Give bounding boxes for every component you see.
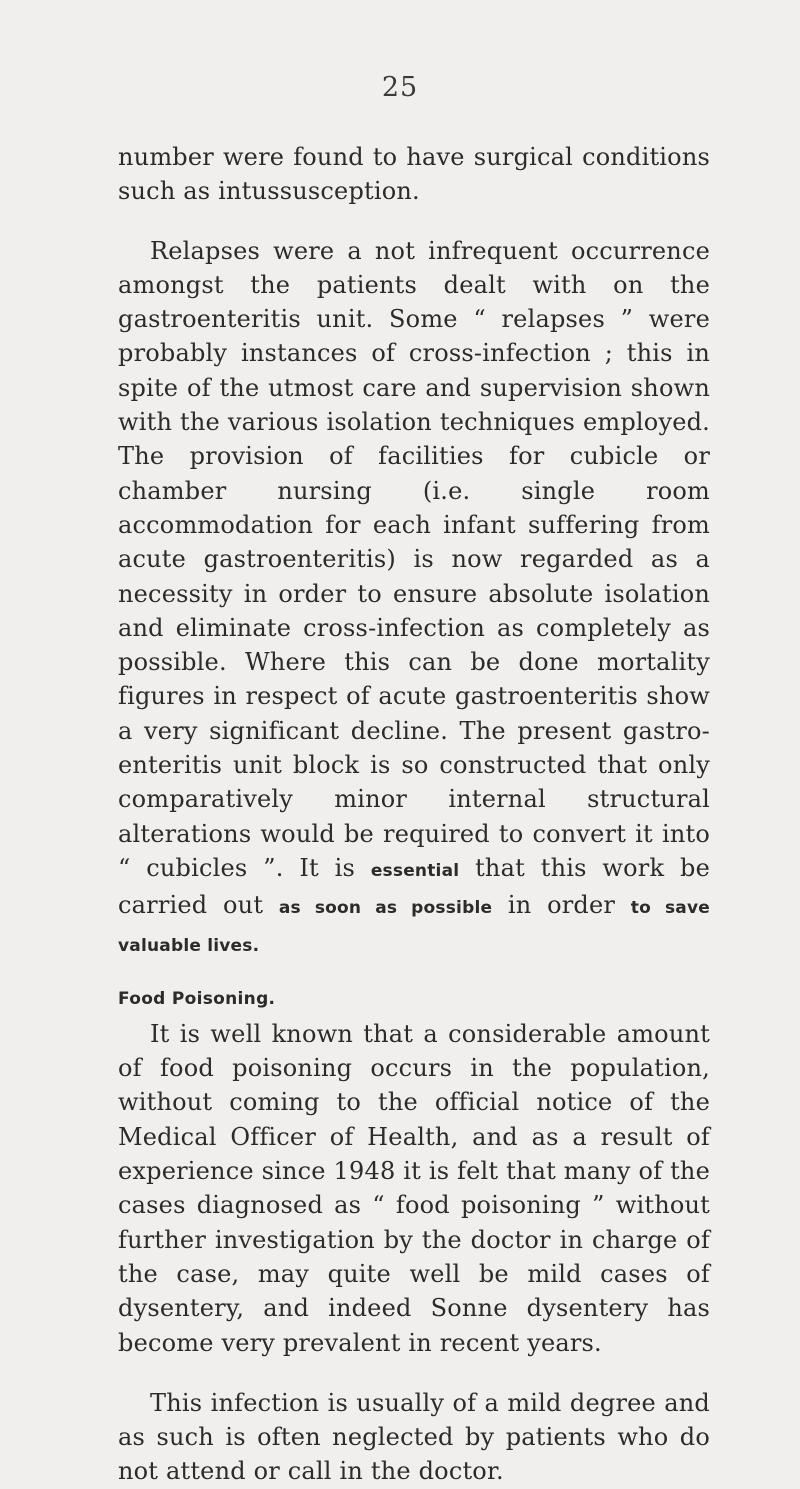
paragraph-infection: This infection is usually of a mild degree and as such is often neglected by patients who do not attend or call in the doctor.: [118, 1388, 710, 1486]
paragraph-food-poisoning: It is well known that a considerable amount of food poisoning occurs in the population, without coming to the official notice of the Medical Officer of Health, and as a result of experience since 1948 it is felt that many of the cases diagnosed as “ food poisoning ” without further investigation by the doctor in charge of the case, may quite well be mild cases of dysentery, and indeed Sonne dysentery has become very prevalent in recent years.: [118, 1019, 710, 1357]
relapses-text-mid: that this work be carried out: [118, 853, 710, 920]
relapses-text-mid2: in order: [507, 891, 616, 920]
section-heading-food-poisoning: Food Poisoning.: [118, 988, 276, 1009]
emphasis-save-lives: to save valuable lives.: [118, 898, 710, 956]
paragraph-continuation: number were found to have surgical conditions such as intussusception.: [118, 143, 710, 206]
page-number: 25: [381, 72, 419, 103]
document-body: [118, 140, 710, 1489]
relapses-text: Relapses were a not infrequent occurrence amongst the patients dealt with on the gastroenteritis unit. Some “ relapses ” were probably instances of cross-infection ; this in spite of the utmost care and supervision shown with the various isolation techniques employed. The provision of facilities for cubicle or chamber nursing (i.e. single room accommodation for each infant suffering from acute gastroenteritis) is now regarded as a necessity in order to ensure absolute isolation and eliminate cross-infection as completely as possible. Where this can be done mortality figures in respect of acute gastroenteritis show a very significant decline. The present gastro-enteritis unit block is so constructed that only comparatively minor internal structural alterations would be required to convert it into “ cubicles ”. It is: [118, 236, 710, 882]
emphasis-as-soon-as-possible: as soon as possible: [278, 898, 493, 919]
emphasis-essential: essential: [370, 860, 460, 881]
paragraph-relapses: [118, 234, 710, 963]
